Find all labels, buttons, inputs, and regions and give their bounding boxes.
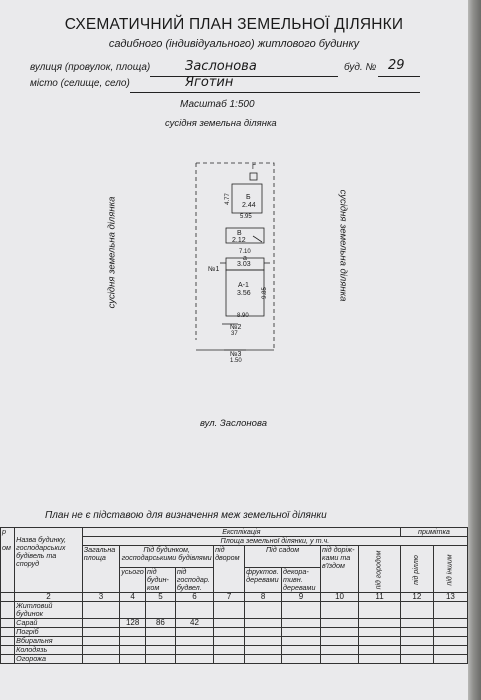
item-2-sub: 37	[231, 331, 238, 337]
row-name: Вбиральня	[15, 637, 83, 646]
col-num: 7	[214, 593, 245, 602]
item-2-label: №2	[230, 324, 242, 331]
col-num: 8	[245, 593, 282, 602]
row-name: Житловий будинок	[15, 602, 83, 619]
street-label: вулиця (провулок, площа)	[30, 62, 151, 73]
a-small-area: 3.03	[237, 261, 251, 268]
document-subtitle: садибного (індивідуального) житлового будинку	[108, 38, 360, 50]
col-num: 4	[120, 593, 146, 602]
col-num: 5	[146, 593, 176, 602]
item-3-label: №3	[230, 351, 242, 358]
street-bottom-label: вул. Заслонова	[200, 418, 267, 429]
cell-all: 128	[120, 619, 146, 628]
cell-out: 42	[175, 619, 213, 628]
col-13-header: під іншим	[433, 546, 467, 593]
col-num: 13	[433, 593, 467, 602]
city-label: місто (селище, село)	[30, 78, 130, 89]
page-edge	[468, 0, 481, 700]
document-title: СХЕМАТИЧНИЙ ПЛАН ЗЕМЕЛЬНОЇ ДІЛЯНКИ	[64, 16, 404, 33]
row-name: Колодязь	[15, 646, 83, 655]
col-garden-header: Під садом	[245, 546, 321, 568]
col-fruit-header: фруктов. деревами	[245, 568, 282, 593]
table-row	[1, 637, 468, 646]
explication-table	[0, 527, 468, 664]
col-num: 10	[321, 593, 359, 602]
house-label: буд. №	[344, 62, 377, 73]
outbuilding-v-hatch	[253, 236, 262, 242]
col-num: 12	[400, 593, 433, 602]
col-all-header: усього	[120, 568, 146, 593]
v-label: В	[237, 230, 242, 237]
b-label: Б	[246, 194, 251, 201]
scale-label: Масштаб 1:500	[180, 99, 255, 110]
neighbor-top-label: сусідня земельна ділянка	[165, 118, 277, 129]
col-paths-header: під доріж-ками та в'їздом	[321, 546, 359, 593]
col-under-buildings-header: Під будинком, господарськими будівлями	[120, 546, 214, 568]
street-value: Заслонова	[185, 59, 257, 74]
col-num: 6	[175, 593, 213, 602]
cell-house: 86	[146, 619, 176, 628]
col-num: 9	[281, 593, 320, 602]
row-name: Погріб	[15, 628, 83, 637]
a1-width-dimension: 8.90	[237, 313, 249, 319]
house-value: 29	[388, 58, 405, 73]
neighbor-left-label: сусідня земельна ділянка	[106, 196, 118, 309]
a1-label: А-1	[238, 282, 249, 289]
notice-text: План не є підставою для визначення меж земельної ділянки	[45, 510, 327, 521]
table-row	[1, 619, 468, 628]
v-width-dimension: 7.10	[239, 249, 251, 255]
gate-1-label: №1	[208, 266, 220, 273]
row-name: Сарай	[15, 619, 83, 628]
col-11-header: під городом	[359, 546, 401, 593]
col-name-header: Назва будинку, господарських будівель та споруд	[15, 528, 83, 593]
b-side-dimension: 4.77	[224, 193, 231, 205]
col-num: 11	[359, 593, 401, 602]
area-header: Площа земельної ділянки, у т.ч.	[82, 537, 467, 546]
row-name: Огорожа	[15, 655, 83, 664]
note-header: примітка	[400, 528, 467, 537]
v-area: 2.12	[232, 237, 246, 244]
b-width-dimension: 5.95	[240, 214, 252, 220]
table-row	[1, 602, 468, 619]
col-under-house-header: під будин-ком	[146, 568, 176, 593]
col-num: 3	[82, 593, 120, 602]
item-3-sub: 1.50	[230, 358, 242, 364]
g-label: Г	[252, 164, 256, 171]
outbuilding-g-shape	[250, 173, 257, 180]
a-small-label: а	[243, 255, 247, 262]
neighbor-right-label: сусідня земельна ділянка	[337, 189, 349, 302]
city-value: Яготин	[185, 75, 234, 90]
col-no-header: р ом	[1, 528, 15, 593]
table-row	[1, 646, 468, 655]
col-num: 2	[15, 593, 83, 602]
a1-area: 3.56	[237, 290, 251, 297]
col-decor-header: декора-тивн. деревами	[281, 568, 320, 593]
column-number-row	[1, 593, 468, 602]
explication-header: Експлікація	[82, 528, 400, 537]
col-yard-header: під двором	[214, 546, 245, 593]
table-row	[1, 655, 468, 664]
col-12-header: під ріллю	[400, 546, 433, 593]
col-total-header: Загальна площа	[82, 546, 120, 593]
col-under-outbuild-header: під господар. будвел.	[175, 568, 213, 593]
b-area: 2.44	[242, 202, 256, 209]
table-row	[1, 628, 468, 637]
a1-side-dimension: 9.85	[261, 287, 268, 299]
